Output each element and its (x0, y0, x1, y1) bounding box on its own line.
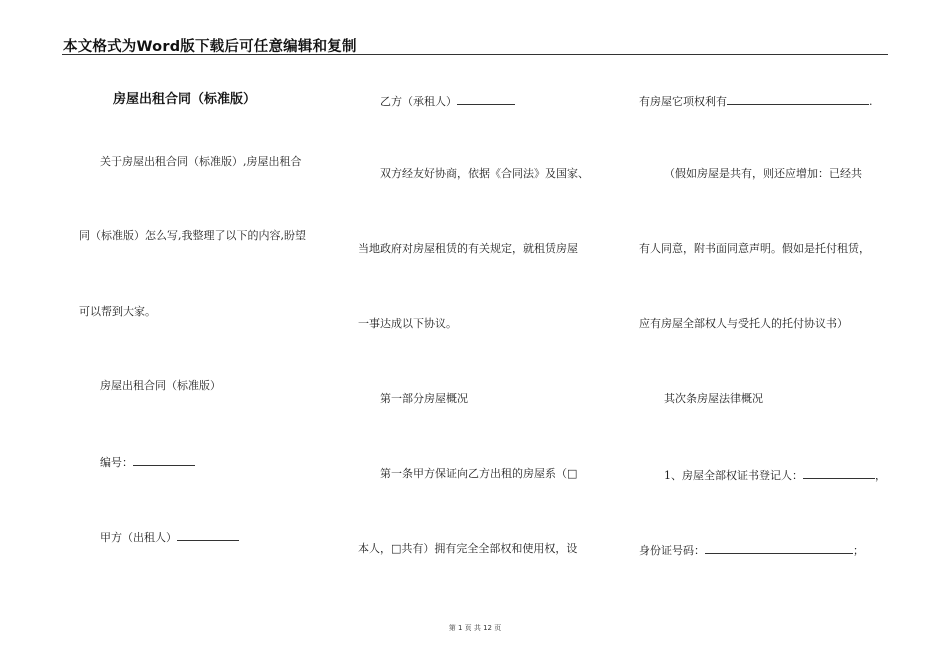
agreement-line-2: 当地政府对房屋租赁的有关规定，就租赁房屋 (358, 242, 578, 255)
header-divider (62, 54, 888, 55)
property-rights-blank (727, 93, 869, 105)
intro-line-1: 关于房屋出租合同（标准版）,房屋出租合 (100, 155, 302, 168)
party-a-blank (177, 529, 239, 541)
contract-number-label: 编号： (100, 456, 133, 469)
ownership-registrant-end: ， (875, 469, 886, 482)
part-one-heading: 第一部分房屋概况 (380, 392, 468, 405)
contract-subtitle: 房屋出租合同（标准版） (100, 379, 221, 392)
contract-number-blank (133, 454, 195, 466)
article-one-line-1: 第一条甲方保证向乙方出租的房屋系（□ (380, 467, 578, 480)
co-ownership-note-line-2: 有人同意，附书面同意声明。假如是托付租赁， (639, 242, 870, 255)
id-number-field (639, 542, 864, 558)
property-rights-field (639, 93, 873, 109)
agreement-line-3: 一事达成以下协议。 (358, 317, 457, 330)
id-number-end: ； (853, 544, 864, 557)
party-a-label: 甲方（出租人） (100, 531, 177, 544)
property-rights-label: 有房屋它项权利有 (639, 95, 727, 108)
contract-title: 房屋出租合同（标准版） (113, 92, 257, 107)
page-number: 第 1 页 共 12 页 (448, 624, 502, 632)
id-number-blank (705, 542, 853, 554)
party-b-blank (457, 93, 515, 105)
intro-line-3: 可以帮到大家。 (79, 305, 156, 318)
ownership-registrant-label: 1、房屋全部权证书登记人： (664, 469, 803, 482)
article-two-heading: 其次条房屋法律概况 (664, 392, 763, 405)
intro-line-2: 同（标准版）怎么写,我整理了以下的内容,盼望 (79, 229, 306, 242)
contract-number-field (100, 454, 195, 470)
party-b-field (380, 93, 515, 109)
party-a-field (100, 529, 239, 545)
party-b-label: 乙方（承租人） (380, 95, 457, 108)
co-ownership-note-line-1: （假如房屋是共有，则还应增加：已经共 (664, 167, 862, 180)
property-rights-end: . (869, 95, 873, 108)
agreement-line-1: 双方经友好协商，依据《合同法》及国家、 (380, 167, 589, 180)
article-one-line-2: 本人，□共有）拥有完全全部权和使用权，设 (358, 542, 578, 555)
co-ownership-note-line-3: 应有房屋全部权人与受托人的托付协议书） (639, 317, 848, 330)
ownership-registrant-field (664, 467, 886, 483)
document-header-title: 本文格式为Word版下载后可任意编辑和复制 (63, 39, 357, 55)
ownership-registrant-blank (803, 467, 875, 479)
id-number-label: 身份证号码： (639, 544, 705, 557)
